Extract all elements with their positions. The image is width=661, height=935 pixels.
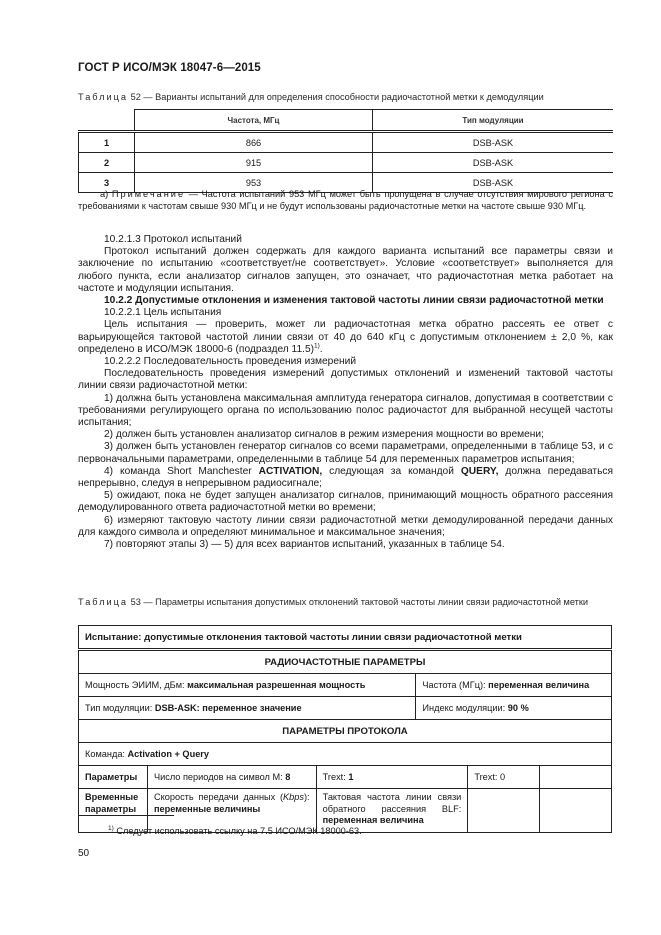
- frequency-cell: Частота (МГц): переменная величина: [416, 674, 612, 697]
- step-item: 7) повторяют этапы 3) — 5) для всех вариантов испытаний, указанных в таблице 54.: [104, 539, 505, 551]
- table-row: 1 866 DSB-ASK: [79, 132, 614, 153]
- table-word: Таблица: [78, 92, 129, 102]
- trext1-cell: Trext: 1: [316, 766, 468, 789]
- step-item: 3) должен быть установлен генератор сигналов со всеми параметрами, определенными в таблице 53, и с первоначальными параметрами, определенными в таблице 54 для переменных параметров испытания;: [78, 441, 613, 465]
- section-10-2-1-3: [78, 234, 613, 295]
- table53-caption: Таблица 53 — Параметры испытания допустимых отклонений тактовой частоты линии связи радиочастотной метки: [78, 597, 589, 607]
- table-53: [78, 625, 612, 833]
- step-item: 5) ожидают, пока не будет запущен анализатор сигналов, принимающий мощность обратного рассеяния демодулированного ответа радиочастотной метки во времени;: [78, 490, 613, 514]
- paragraph: Протокол испытаний должен содержать для каждого варианта испытаний все параметры связи и заключение по испытанию «соответствует/не соответствует». Условие «соответствует» выполняется для любого пункта, если анализатор сигналов запущен, это означает, что радиочастотная метка работает на частоте и модуляции испытания.: [78, 246, 613, 294]
- table-52: [78, 109, 613, 193]
- rf-header-row: РАДИОЧАСТОТНЫЕ ПАРАМЕТРЫ: [79, 650, 612, 674]
- section-heading: 10.2.2 Допустимые отклонения и изменения тактовой частоты линии связи радиочастотной метки: [104, 295, 604, 306]
- table52-caption: Таблица 52 — Варианты испытаний для определения способности радиочастотной метки к демодуляции: [78, 92, 544, 102]
- document-header: ГОСТ Р ИСО/МЭК 18047-6—2015: [78, 62, 261, 74]
- table52-note: а) Примечание — Частота испытаний 953 МГц может быть пропущена в случае отсутствия мирового региона с требованиями к частотам свыше 930 МГц и не будут использованы радиочастотные метки на частоте свыше 930 МГц.: [78, 189, 613, 211]
- section-title: 10.2.1.3 Протокол испытаний: [104, 234, 242, 245]
- modulation-cell: Тип модуляции: DSB-ASK: переменное значение: [79, 697, 416, 720]
- footnote: $^{1)}$ Следует использовать ссылку на 7.5 ИСО/МЭК 18000-63.: [108, 824, 362, 836]
- empty-cell: [540, 789, 612, 833]
- empty-cell: [468, 789, 540, 833]
- step-item: 2) должен быть установлен анализатор сигналов в режим измерения мощности во времени;: [104, 429, 544, 441]
- header-cell-frequency: Частота, МГц: [135, 110, 373, 132]
- step-item: 1) должна быть установлена максимальная амплитуда генератора сигналов, допустимая в соответствии с требованиями регулирующего органа по использованию полос радиочастот для выбранной несущей частоты испытания;: [78, 392, 613, 429]
- header-cell-empty: [79, 110, 135, 132]
- timing-label-cell: Временные параметры: [79, 789, 148, 833]
- paragraph: Последовательность проведения измерений допустимых отклонений и изменений тактовой частоты линии связи радиочастотной метки:: [78, 368, 613, 392]
- header-cell-modulation: Тип модуляции: [373, 110, 614, 132]
- section-title: 10.2.2.2 Последовательность проведения измерений: [104, 356, 357, 368]
- step-item: 4) команда Short Manchester ACTIVATION, следующая за командой QUERY, должна передаваться непрерывно, следуя в непрерывном радиосигнале;: [78, 465, 613, 490]
- section-10-2-2: [78, 295, 613, 551]
- table-title-row: Испытание: допустимые отклонения тактовой частоты линии связи радиочастотной метки: [79, 626, 612, 650]
- footnote-divider: [78, 815, 174, 816]
- periods-cell: Число периодов на символ М: 8: [147, 766, 316, 789]
- table-row: [79, 766, 612, 789]
- step-item: 6) измеряют тактовую частоту линии связи радиочастотной метки демодулированной передачи данных для каждого символа и определяют минимальное и максимальное значения;: [78, 514, 613, 538]
- protocol-header-row: ПАРАМЕТРЫ ПРОТОКОЛА: [79, 720, 612, 743]
- table-row: [79, 697, 612, 720]
- table-row: [79, 743, 612, 766]
- empty-cell: [540, 766, 612, 789]
- params-label-cell: Параметры: [79, 766, 148, 789]
- table-header-row: [79, 110, 614, 132]
- table-row: 2 915 DSB-ASK: [79, 153, 614, 173]
- trext0-cell: Trext: 0: [468, 766, 540, 789]
- power-cell: Мощность ЭИИМ, дБм: максимальная разрешенная мощность: [79, 674, 416, 697]
- blf-cell: Тактовая частота линии связи обратного рассеяния BLF: переменная величина: [316, 789, 468, 833]
- data-rate-cell: Скорость передачи данных (Kbps): переменные величины: [147, 789, 316, 833]
- table-row: [79, 674, 612, 697]
- section-title: 10.2.2.1 Цель испытания: [104, 307, 222, 319]
- page-number: 50: [78, 848, 90, 859]
- table-row: 3 953 DSB-ASK: [79, 173, 614, 193]
- paragraph: Цель испытания — проверить, может ли радиочастотная метка обратно рассеять ее ответ с варьирующейся тактовой частотой линии связи от 40 до 640 кГц с допустимым отклонением ± 2,0 %, как определено в ИСО/МЭК 18000-6 (подраздел 11.5)$^{1)}$.: [78, 319, 613, 355]
- footnote-ref: 1): [314, 342, 320, 350]
- modulation-index-cell: Индекс модуляции: 90 %: [416, 697, 612, 720]
- command-cell: Команда: Activation + Query: [79, 743, 612, 766]
